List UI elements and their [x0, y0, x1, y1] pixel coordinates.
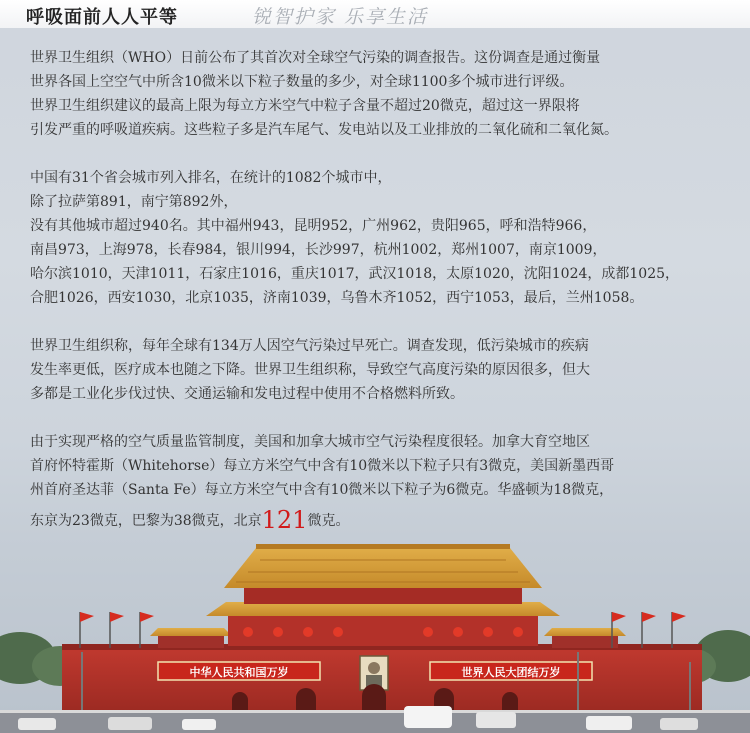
article-body — [30, 46, 730, 557]
text-line: 南昌973，上海978，长春984，银川994，长沙997，杭州1002，郑州1007，南京1009， — [30, 242, 607, 258]
paragraph-comparison — [30, 430, 730, 533]
tiananmen-scene — [0, 530, 750, 733]
text-line: 合肥1026，西安1030，北京1035，济南1039，乌鲁木齐1052，西宁1053，最后，兰州1058。 — [30, 290, 644, 306]
text-line: 没有其他城市超过940名。其中福州943，昆明952，广州962，贵阳965，呼和浩特966， — [30, 218, 597, 234]
text-line: 首府怀特霍斯（Whitehorse）每立方米空气中含有10微米以下粒子只有3微克，美国新墨西哥 — [30, 458, 615, 474]
text-line: 哈尔滨1010，天津1011，石家庄1016，重庆1017，武汉1018，太原1020，沈阳1024，成都1025， — [30, 266, 680, 282]
text-segment: 东京为23微克，巴黎为38微克，北京 — [30, 513, 262, 529]
paragraph-deaths — [30, 334, 730, 406]
text-line: 中国有31个省会城市列入排名，在统计的1082个城市中， — [30, 170, 392, 186]
text-line: 除了拉萨第891，南宁第892外， — [30, 194, 238, 210]
text-line: 发生率更低，医疗成本也随之下降。世界卫生组织称，导致空气高度污染的原因很多，但大 — [30, 362, 590, 378]
text-line: 世界卫生组织（WHO）日前公布了其首次对全球空气污染的调查报告。这份调查是通过衡量 — [30, 50, 601, 66]
roof-ridge — [256, 544, 510, 549]
text-line: 世界卫生组织建议的最高上限为每立方米空气中粒子含量不超过20微克，超过这一界限将 — [30, 98, 580, 114]
banner-right — [430, 662, 592, 680]
text-line: 由于实现严格的空气质量监管制度，美国和加拿大城市空气污染程度很轻。加拿大育空地区 — [30, 434, 590, 450]
text-line: 引发严重的呼吸道疾病。这些粒子多是汽车尾气、发电站以及工业排放的二氧化硫和二氧化氮。 — [30, 122, 618, 138]
banner-left — [158, 662, 320, 680]
side-pavilion-right — [544, 628, 626, 648]
page-title: 呼吸面前人人平等 — [26, 7, 178, 28]
side-pavilion-left — [150, 628, 232, 648]
text-line: 世界各国上空空气中所含10微米以下粒子数量的多少，对全球1100多个城市进行评级。 — [30, 74, 574, 90]
header-bar — [0, 0, 750, 28]
beijing-value-highlight: 121 — [261, 506, 308, 534]
text-segment: 微克。 — [307, 513, 350, 529]
paragraph-who-report — [30, 46, 730, 142]
text-line: 多都是工业化步伐过快、交通运输和发电过程中使用不合格燃料所致。 — [30, 386, 464, 402]
railing — [0, 710, 750, 713]
text-line: 州首府圣达菲（Santa Fe）每立方米空气中含有10微米以下粒子为6微克。华盛顿为18微克， — [30, 482, 614, 498]
slogan: 锐智护家 乐享生活 — [252, 6, 429, 28]
banner-left-text: 中华人民共和国万岁 — [189, 666, 289, 679]
tower-lower-roof — [206, 602, 560, 616]
banner-right-text: 世界人民大团结万岁 — [461, 666, 561, 679]
tower-upper-body — [244, 586, 522, 604]
text-line: 世界卫生组织称，每年全球有134万人因空气污染过早死亡。调查发现，低污染城市的疾病 — [30, 338, 589, 354]
paragraph-china-ranking — [30, 166, 730, 310]
